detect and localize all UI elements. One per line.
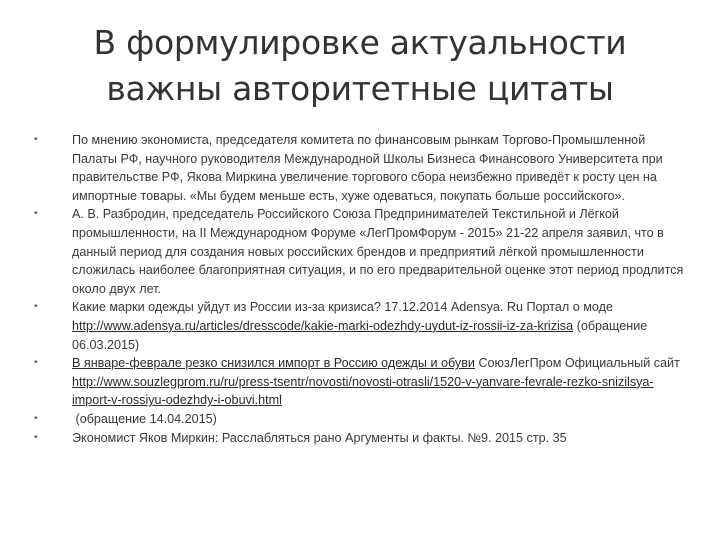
item-text: Экономист Яков Миркин: Расслабляться рано Аргументы и факты. №9. 2015 стр. 35 [72, 430, 567, 445]
article-title-link[interactable]: В январе-феврале резко снизился импорт в Россию одежды и обуви [72, 356, 475, 371]
item-text: (обращение 14.04.2015) [72, 411, 217, 426]
list-item [36, 298, 686, 354]
bullet-icon: • [34, 301, 38, 313]
bullet-icon: • [34, 431, 38, 443]
item-text: (обращение 06.03.2015) [72, 318, 648, 352]
item-text: По мнению экономиста, председателя комитета по финансовым рынкам Торгово-Промышленной Палаты РФ, научного руководителя Международной Школы Бизнеса Финансового Университета при правительстве РФ, Якова Миркина увеличение торгового сбора неизбежно приведёт к росту цен на импортные товары. «Мы будем меньше есть, хуже одеваться, покупать больше российского». [72, 133, 663, 203]
title-line-2: важны авторитетные цитаты [106, 69, 614, 108]
list-item [36, 429, 686, 448]
item-text: Какие марки одежды уйдут из России из-за кризиса? 17.12.2014 Adensya. Ru Портал о моде [72, 300, 614, 315]
bullet-icon: • [34, 412, 38, 424]
item-text: А. В. Разбродин, председатель Российского Союза Предпринимателей Текстильной и Лёгкой промышленности, на II Международном Форуме «ЛегПромФорум - 2015» 21-22 апреля заявил, что в данный период для создания новых российских брендов и предприятий лёгкой промышленности сложилась наиболее благоприятная ситуация, и по его предварительной оценке этот период продлится около двух лет. [72, 207, 684, 296]
list-item [36, 354, 686, 410]
souzlegprom-link[interactable]: http://www.souzlegprom.ru/ru/press-tsentr/novosti/novosti-otrasli/1520-v-yanvare-fevrale-rezko-snizilsya-import-v-rossiyu-odezhdy-i-obuvi.html [72, 374, 654, 408]
slide-title [40, 20, 680, 112]
bullet-icon: • [34, 357, 38, 369]
bullet-icon: • [34, 134, 38, 145]
adensya-link[interactable]: http://www.adensya.ru/articles/dresscode/kakie-marki-odezhdy-uydut-iz-rossii-iz-za-krizisa [72, 318, 574, 333]
list-item [36, 205, 686, 298]
list-item [36, 410, 686, 429]
title-line-1: В формулировке актуальности [93, 23, 627, 62]
list-item [36, 131, 686, 205]
bullet-icon: • [34, 208, 38, 220]
bullet-list [36, 131, 686, 447]
item-text: СоюзЛегПром Официальный сайт [474, 356, 680, 371]
